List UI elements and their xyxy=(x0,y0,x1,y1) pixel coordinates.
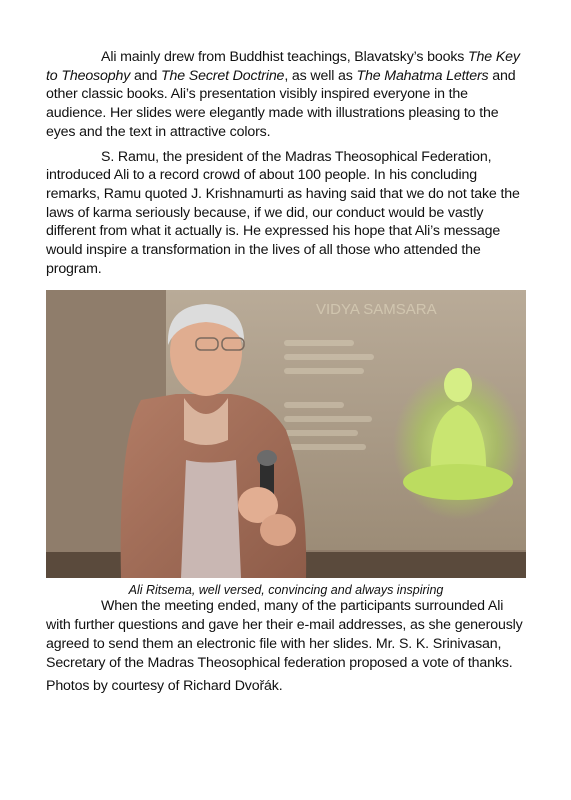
book-title-mahatma-letters: The Mahatma Letters xyxy=(356,67,489,84)
svg-text:VIDYA SAMSARA: VIDYA SAMSARA xyxy=(316,301,437,319)
p1-text-c: and xyxy=(130,67,161,84)
book-title-key-to-theosophy: The Key to Theosophy xyxy=(46,49,520,84)
paragraph-2: S. Ramu, the president of the Madras Theosophical Federation, introduced Ali to a record crowd of about 100 people. In his concluding remarks, Ramu quoted J. Krishnamurti as having said that we do not take the laws of karma seriously because, if we did, our conduct would be vastly different from what it actually is. He expressed his hope that Ali’s message would inspire a transformation in the lives of all those who attended the program. xyxy=(46,148,520,277)
paragraph-3: When the meeting ended, many of the participants surrounded Ali with further questions and gave her their e-mail addresses, as she generously agreed to send them an electronic file with her slides. Mr. S. K. Srinivasan, Secretary of the Madras Theosophical federation proposed a vote of thanks. xyxy=(46,598,523,671)
speaker-photo-illustration xyxy=(46,290,526,578)
p1-text-g: and other classic books. Ali’s presentation visibly inspired everyone in the audience. Her slides were elegantly made with illustrations pleasing to the eyes and the text in attractive colors. xyxy=(46,67,516,140)
book-title-secret-doctrine: The Secret Doctrine xyxy=(160,67,285,84)
speaker-photo xyxy=(46,290,526,578)
slide-heading xyxy=(316,301,437,318)
p1-text-a: Ali mainly drew from Buddhist teachings, Blavatsky’s books xyxy=(101,49,469,65)
photo-caption: Ali Ritsema, well versed, convincing and always inspiring xyxy=(128,583,444,598)
photo-credit: Photos by courtesy of Richard Dvořák. xyxy=(46,678,283,695)
paragraph-1 xyxy=(46,48,526,142)
p1-text-e: , as well as xyxy=(284,67,357,84)
article-page xyxy=(46,48,526,696)
